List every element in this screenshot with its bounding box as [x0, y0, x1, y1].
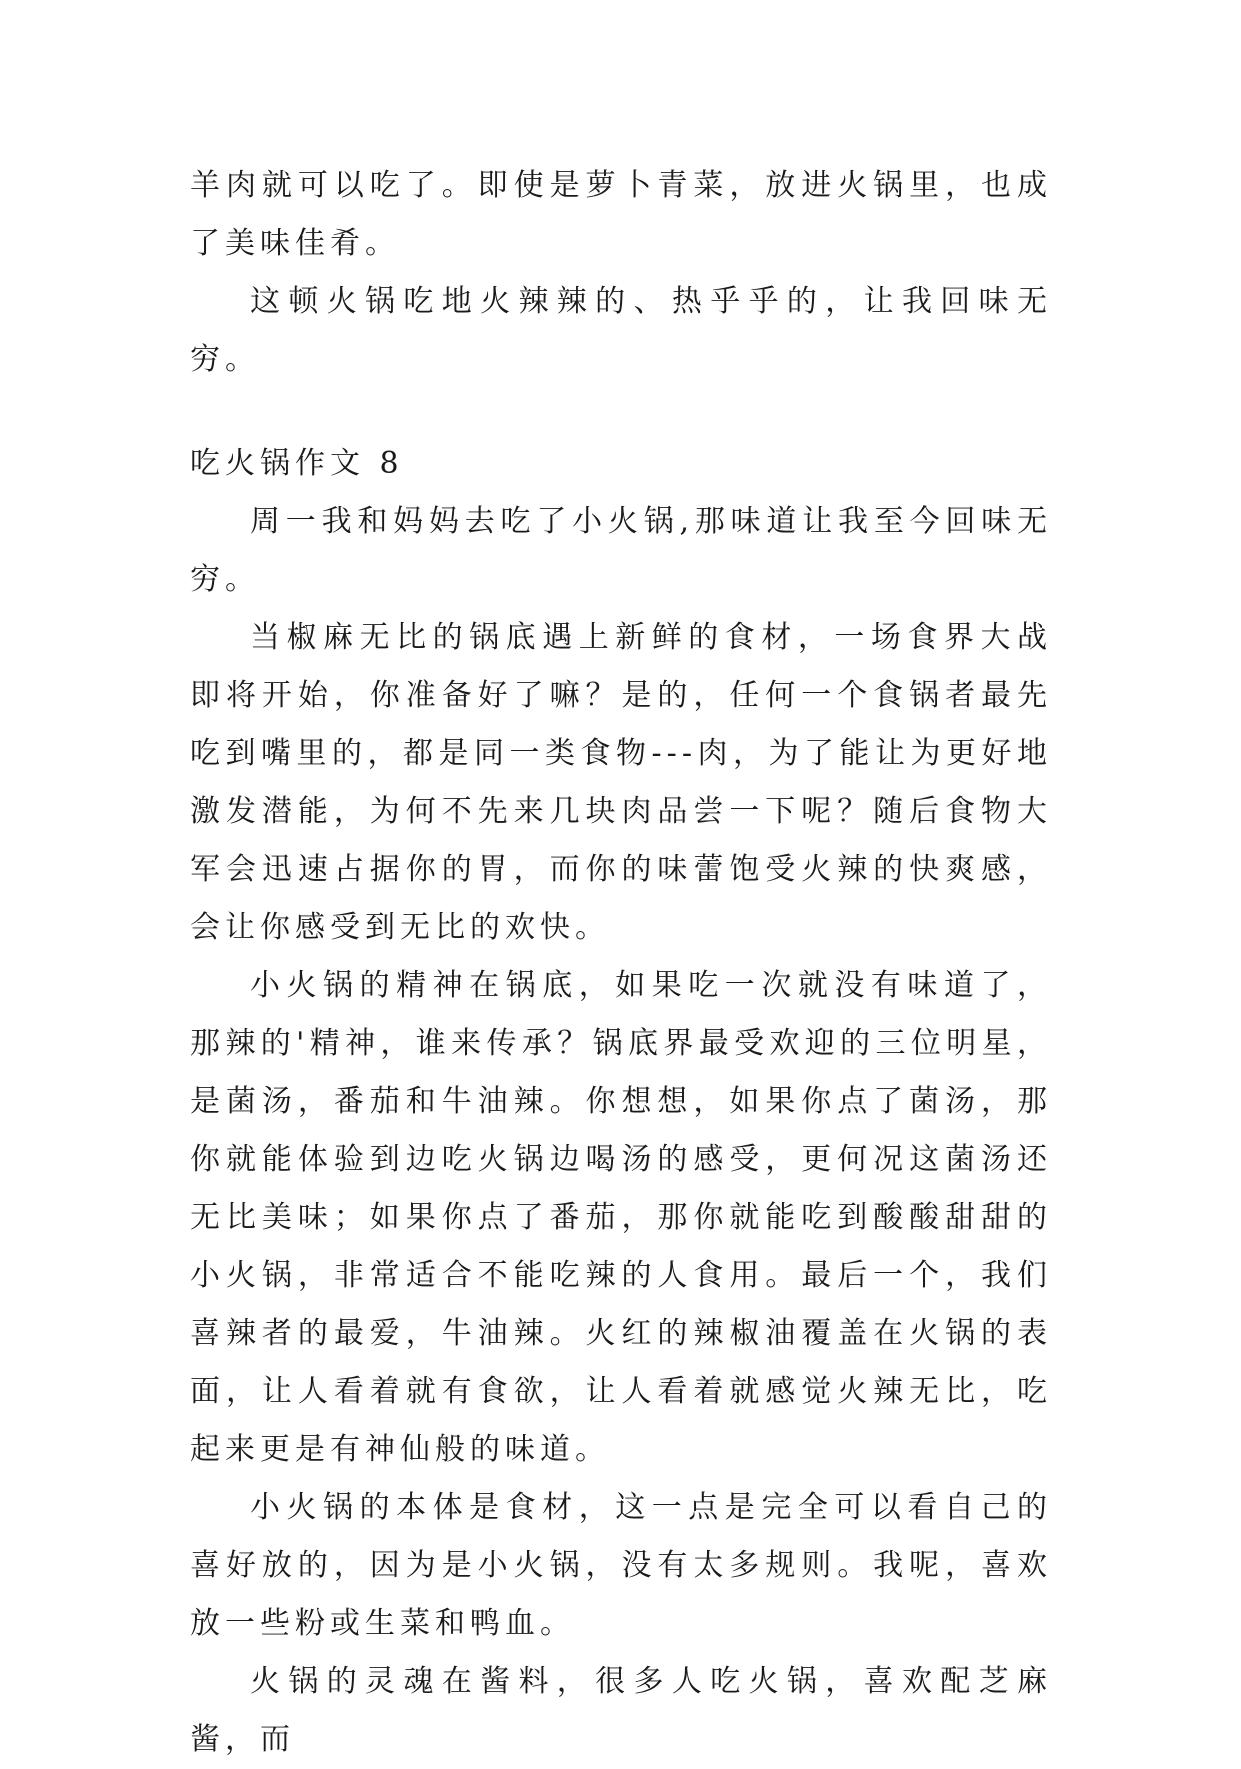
paragraph-broth: 小火锅的精神在锅底，如果吃一次就没有味道了，那辣的'精神，谁来传承？锅底界最受欢迎的三位明星，是菌汤，番茄和牛油辣。你想想，如果你点了菌汤，那你就能体验到边吃火锅边喝汤的感受，更何况这菌汤还无比美味；如果你点了番茄，那你就能吃到酸酸甜甜的小火锅，非常适合不能吃辣的人食用。最后一个，我们喜辣者的最爱，牛油辣。火红的辣椒油覆盖在火锅的表面，让人看着就有食欲，让人看着就感觉火辣无比，吃起来更是有神仙般的味道。: [190, 968, 1052, 1467]
paragraph-ingredients-battle: 当椒麻无比的锅底遇上新鲜的食材，一场食界大战即将开始，你准备好了嘛？是的，任何一个食锅者最先吃到嘴里的，都是同一类食物---肉，为了能让为更好地激发潜能，为何不先来几块肉品尝一下呢？随后食物大军会迅速占据你的胃，而你的味蕾饱受火辣的快爽感，会让你感受到无比的欢快。: [190, 620, 1052, 945]
paragraph-sauce: 火锅的灵魂在酱料，很多人吃火锅，喜欢配芝麻酱，而: [190, 1664, 1052, 1757]
paragraph-conclusion: 这顿火锅吃地火辣辣的、热乎乎的，让我回味无穷。: [190, 284, 1052, 377]
paragraph-ingredients: 小火锅的本体是食材，这一点是完全可以看自己的喜好放的，因为是小火锅，没有太多规则。我呢，喜欢放一些粉或生菜和鸭血。: [190, 1490, 1052, 1641]
paragraph-continued: 羊肉就可以吃了。即使是萝卜青菜，放进火锅里，也成了美味佳肴。: [190, 168, 1052, 261]
paragraph-intro: 周一我和妈妈去吃了小火锅,那味道让我至今回味无穷。: [190, 504, 1052, 597]
document-body: [190, 157, 1052, 1769]
section-title: 吃火锅作文 8: [190, 446, 404, 481]
